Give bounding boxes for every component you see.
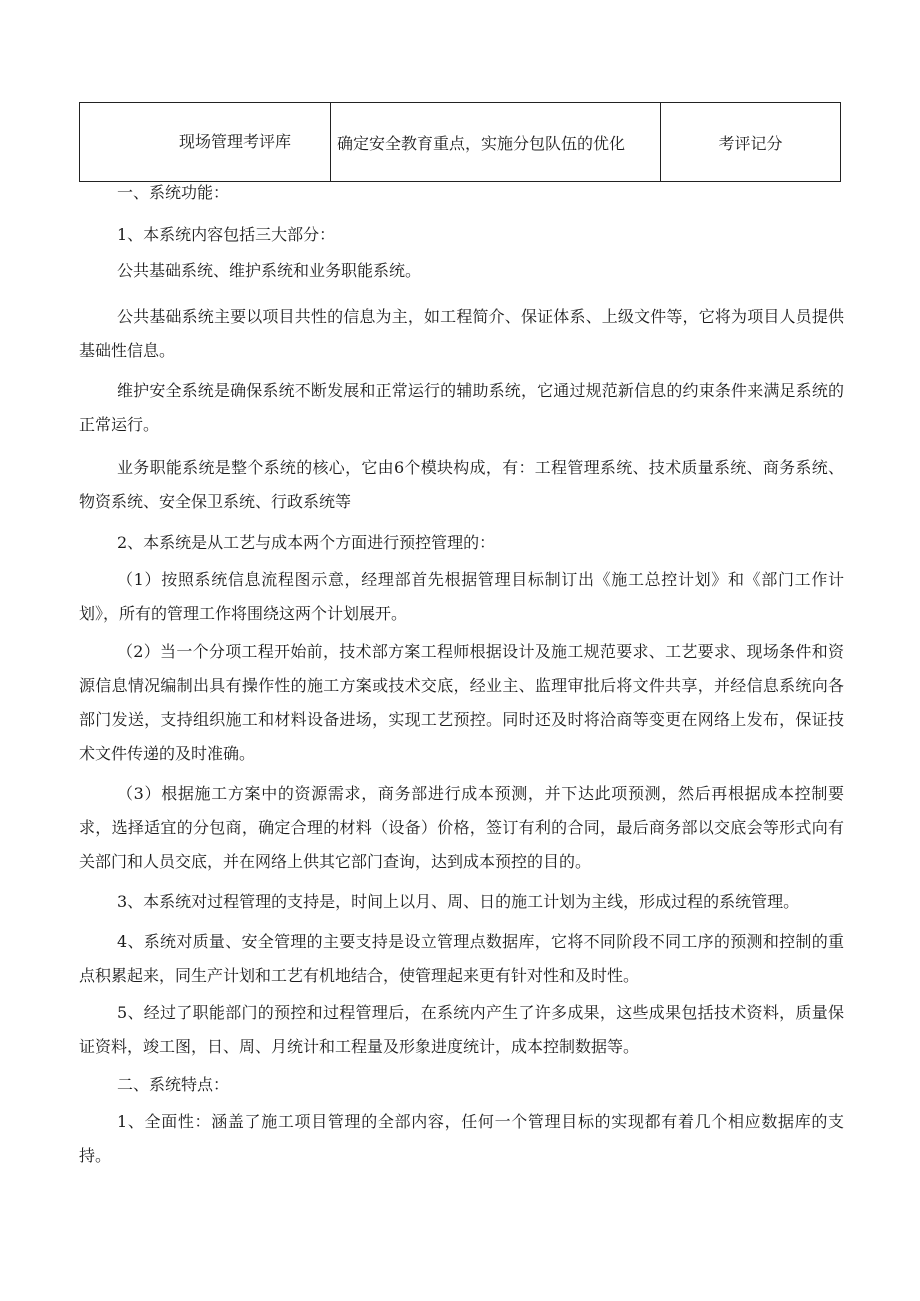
paragraph: 1、全面性：涵盖了施工项目管理的全部内容，任何一个管理目标的实现都有着几个相应数据库的支持。 (79, 1112, 844, 1165)
category-text: 现场管理考评库 (178, 132, 291, 151)
paragraph: （1）按照系统信息流程图示意，经理部首先根据管理目标制订出《施工总控计划》和《部门工作计划》，所有的管理工作将围绕这两个计划展开。 (79, 570, 844, 623)
header-table (79, 102, 841, 182)
table-cell-category (80, 103, 331, 182)
paragraph: 5、经过了职能部门的预控和过程管理后，在系统内产生了许多成果，这些成果包括技术资料，质量保证资料，竣工图，日、周、月统计和工程量及形象进度统计，成本控制数据等。 (79, 1003, 844, 1056)
table-cell-method: 考评记分 (661, 103, 841, 182)
paragraph: 公共基础系统、维护系统和业务职能系统。 (117, 261, 422, 280)
paragraph: 1、本系统内容包括三大部分： (117, 225, 336, 244)
table-row (80, 103, 841, 182)
paragraph: 维护安全系统是确保系统不断发展和正常运行的辅助系统，它通过规范新信息的约束条件来满足系统的正常运行。 (79, 381, 844, 434)
paragraph: 公共基础系统主要以项目共性的信息为主，如工程简介、保证体系、上级文件等，它将为项目人员提供基础性信息。 (79, 307, 844, 360)
paragraph: 3、本系统对过程管理的支持是，时间上以月、周、日的施工计划为主线，形成过程的系统管理。 (117, 892, 800, 911)
section-heading: 二、系统特点： (117, 1075, 230, 1094)
paragraph: （2）当一个分项工程开始前，技术部方案工程师根据设计及施工规范要求、工艺要求、现场条件和资源信息情况编制出具有操作性的施工方案或技术交底，经业主、监理审批后将文件共享，并经信息系统向各部门发送，支持组织施工和材料设备进场，实现工艺预控。同时还及时将洽商等变更在网络上发布，保证技术文件传递的及时准确。 (79, 642, 844, 763)
paragraph: 2、本系统是从工艺与成本两个方面进行预控管理的： (117, 533, 496, 552)
paragraph: （3）根据施工方案中的资源需求，商务部进行成本预测，并下达此项预测，然后再根据成本控制要求，选择适宜的分包商，确定合理的材料（设备）价格，签订有利的合同，最后商务部以交底会等形式向有关部门和人员交底，并在网络上供其它部门查询，达到成本预控的目的。 (79, 784, 844, 871)
table-cell-description: 确定安全教育重点，实施分包队伍的优化 (331, 103, 661, 182)
section-heading: 一、系统功能： (117, 183, 230, 202)
paragraph: 业务职能系统是整个系统的核心，它由6个模块构成，有：工程管理系统、技术质量系统、商务系统、物资系统、安全保卫系统、行政系统等 (79, 458, 844, 511)
paragraph: 4、系统对质量、安全管理的主要支持是设立管理点数据库，它将不同阶段不同工序的预测和控制的重点积累起来，同生产计划和工艺有机地结合，使管理起来更有针对性和及时性。 (79, 932, 844, 985)
